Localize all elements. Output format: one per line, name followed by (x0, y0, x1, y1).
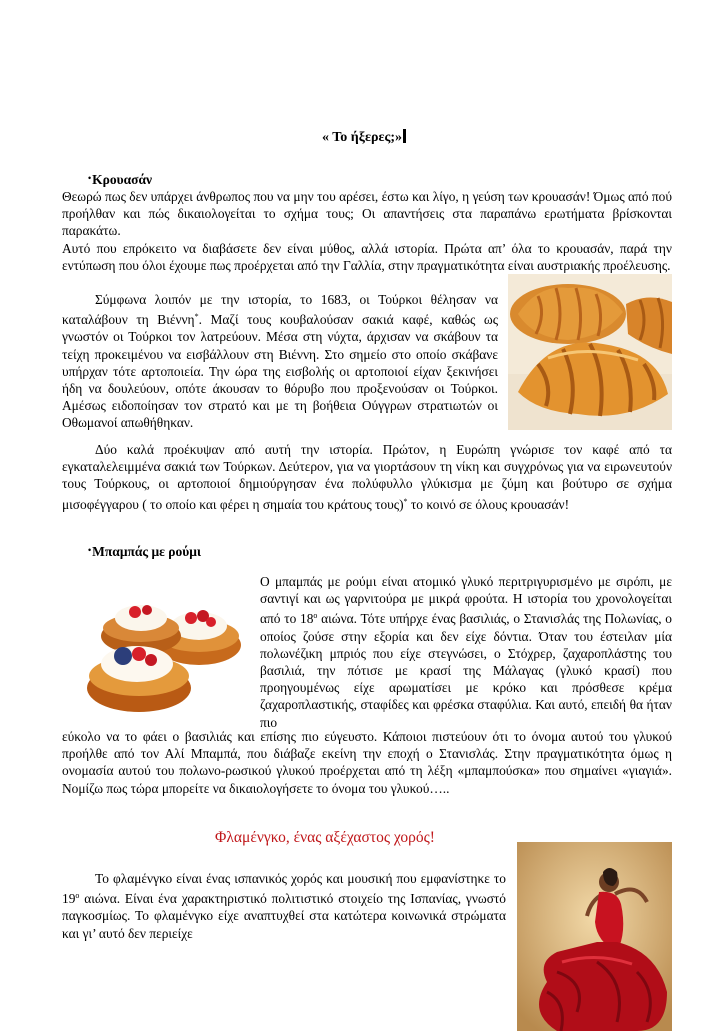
text-cursor (403, 129, 406, 143)
superscript-o: ο (75, 891, 80, 901)
flamenco-dancer-image (517, 842, 672, 1031)
flamenco-paragraph-1-rest: αιώνα. Είναι ένα χαρακτηριστικό πολιτιστικό στοιχείο της Ισπανίας, γνωστό παγκοσμίως. Το φλαμένγκο είχε αναπτυχθεί στα κατώτερα κοινωνικά στρώματα και γι’ αυτό δεν περιείχε (62, 891, 506, 941)
croissant-paragraph-3-start: Σύμφωνα λοιπόν με την ιστορία, το 1683, οι Τούρκοι θέλησαν να καταλάβουν τη Βιέννη (62, 292, 498, 328)
croissant-paragraph-3-rest: . Μαζί τους κουβαλούσαν σακιά καφέ, καθώς ως γνωστόν οι Τούρκοι τον λατρεύουν. Μέσα στη νύχτα, άρχισαν να σκάβουν τα τείχη προκειμένου να εισβάλλουν στη Βιέννη. Στο σημείο στο οποίο σκάβανε υπήρχαν τότε αρτοποιεία. Την ώρα της εισβολής οι αρτοποιοί είχαν ξεκινήσει ήδη να δουλεύουν, οπότε άκουσαν το θόρυβο που προξενούσαν οι Τούρκοι. Αμέσως ειδοποίησαν τον στρατό και με τη βοήθεια Ούγγρων στρατιωτών οι Οθωμανοί απωθήθηκαν. (62, 312, 499, 431)
page-title (0, 129, 728, 146)
croissant-heading-text: Κρουασάν (92, 172, 153, 187)
footnote-marker: * (403, 496, 408, 506)
croissant-paragraph-2: Αυτό που επρόκειτο να διαβάσετε δεν είναι μύθος, αλλά ιστορία. Πρώτα απ’ όλα το κρουασάν, παρά την εντύπωση που όλοι έχουμε πως προέρχεται από την Γαλλία, στην πραγματικότητα είναι αυστριακής προέλευσης. (62, 241, 672, 274)
footnote-marker: * (194, 312, 199, 322)
baba-image (79, 570, 252, 720)
baba-paragraph-2: εύκολο να το φάει ο βασιλιάς και επίσης πιο εύγευστο. Κάποιοι πιστεύουν ότι το όνομα αυτού του γλυκού προήλθε από τον Αλί Μπαμπά, που διάβαζε εκείνη την εποχή ο Στανισλάς. Στην πραγματικότητα όμως η ονομασία αυτού του πολωνο-ρωσικού γλυκού προέρχεται από τη λέξη «μπαμπούσκα» που σημαίνει «γιαγιά». Νομίζω πως τώρα μπορείτε να δικαιολογήσετε το όνομα του γλυκού….. (62, 729, 672, 796)
croissant-heading (88, 172, 152, 188)
flamenco-title-text: Φλαμένγκο, ένας αξέχαστος χορός! (215, 829, 435, 846)
baba-paragraph-1-rest: αιώνα. Τότε υπήρχε ένας βασιλιάς, ο Στανισλάς της Πολωνίας, ο οποίος ζούσε στην εξορία και δεν είχε δόντια. Όταν του έστειλαν μία πολωνέζικη μπριός που είχε στεγνώσει, ο Στόχρερ, ζαχαροπλάστης του βασιλιά, την πότισε με κρασί της Μάλαγας (γλυκό κρασί) που προηγουμένως είχε αρωματίσει με κρόκο και πρόσθεσε κρέμα ζαχαροπλαστικής, σταφίδες και φρέσκα σταφύλια. Και αυτό, επειδή θα ήταν πιο (260, 611, 672, 730)
croissant-paragraph-4-end: το κοινό σε όλους κρουασάν! (407, 496, 570, 512)
flamenco-paragraph-1 (62, 870, 506, 942)
croissant-paragraph-1: Θεωρώ πως δεν υπάρχει άνθρωπος που να μην του αρέσει, έστω και λίγο, η γεύση των κρουασάν! Όμως από πού προήλθαν και πώς δικαιολογείται το σχήμα τους; Οι απαντήσεις στα παραπάνω ερωτήματα βρίσκονται παρακάτω. (62, 189, 672, 239)
bullet-icon: • (88, 545, 92, 555)
croissant-paragraph-4-start: Δύο καλά προέκυψαν από αυτή την ιστορία. Πρώτον, η Ευρώπη γνώρισε τον καφέ από τα εγκαταλελειμμένα σακιά των Τούρκων. Δεύτερον, για να γιορτάσουν τη νίκη και συγχρόνως για να ειρωνευτούν τους Τούρκους, οι αρτοποιοί δημιούργησαν ένα πολύφυλλο γλύκισμα με ζύμη και βούτυρο σε σχήμα μισοφέγγαρου ( το οποίο και φέρει η σημαία του κράτους τους) (62, 442, 672, 512)
bullet-icon: • (88, 173, 92, 183)
baba-heading-text: Μπαμπάς με ρούμι (92, 544, 202, 559)
flamenco-paragraph-1-start: Το φλαμένγκο είναι ένας ισπανικός χορός και μουσική που εμφανίστηκε το 19 (62, 871, 506, 907)
baba-paragraph-1-start: Ο μπαμπάς με ρούμι είναι ατομικό γλυκό περιτριγυρισμένο με σιρόπι, με σαντιγί και ως γαρνιτούρα με μικρά φρούτα. Η ιστορία του χρονολογείται από το 18 (260, 574, 672, 627)
baba-paragraph-1 (260, 573, 672, 731)
superscript-o: ο (313, 611, 318, 621)
title-text: « Το ήξερες;» (321, 130, 403, 145)
croissant-paragraph-4 (62, 441, 672, 513)
croissant-paragraph-3 (62, 291, 498, 432)
croissant-image (508, 274, 672, 430)
baba-heading (88, 544, 201, 560)
